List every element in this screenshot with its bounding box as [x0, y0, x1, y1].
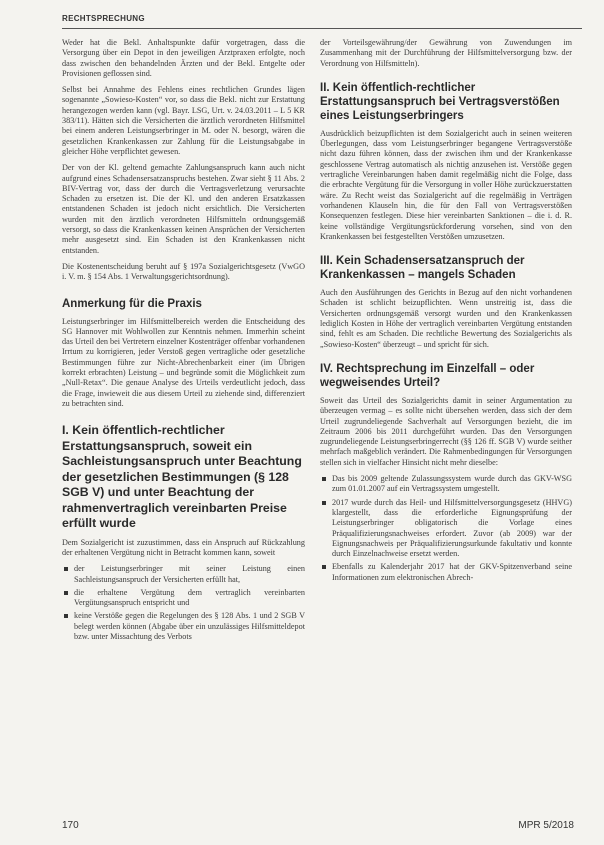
heading-anmerkung: Anmerkung für die Praxis [62, 297, 202, 310]
list-item: Ebenfalls zu Kalenderjahr 2017 hat der GKV-Spitzenverband seine Informationen zum elektronischen Abrech- [320, 562, 572, 583]
list-item: die erhaltene Vergütung dem vertraglich vereinbarten Vergütungsanspruch entspricht und [62, 588, 305, 609]
heading-section-1: I. Kein öffentlich-rechtlicher Erstattungsanspruch, soweit ein Sachleistungsanspruch unter Beachtung der gesetzlichen Bestimmungen (§ 128 SGB V) und unter Beachtung der rahmenvertraglich vereinbarten Preise erfüllt wurde [62, 423, 302, 531]
journal-issue: MPR 5/2018 [518, 820, 574, 831]
paragraph: der Vorteilsgewährung/der Gewährung von Zuwendungen im Zusammenhang mit der Durchführung der Hilfsmittelversorgung bzw. der Verordnung von Hilfsmitteln). [320, 38, 572, 68]
header-rule [62, 28, 582, 29]
paragraph: Auch den Ausführungen des Gerichts in Bezug auf den nicht vorhandenen Schaden ist schlicht beizupflichten. Wenn unstreitig ist, dass die Versicherten ordnungsgemäß versorgt wurden und den Krankenkassen lediglich Kosten in Höhe der vertraglich vereinbarten Vergütung entstanden sind, fehlt es am Schaden. Die rechtliche Bewertung des Sozialgerichts als „Sowieso-Kosten“ überzeugt – und spricht für sich. [320, 288, 572, 349]
heading-section-2: II. Kein öffentlich-rechtlicher Erstattungsanspruch bei Vertragsverstößen eines Leistungserbringers [320, 81, 560, 122]
bullet-list [62, 564, 305, 642]
left-column [62, 38, 305, 648]
heading-section-4: IV. Rechtsprechung im Einzelfall – oder wegweisendes Urteil? [320, 362, 535, 389]
paragraph: Weder hat die Bekl. Anhaltspunkte dafür vorgetragen, dass die Versorgung über ein Depot in den jeweiligen Arztpraxen erfolgte, noch dass zwischen den behandelnden Ärzten und der Bekl. Entgelte oder Provisionen geflossen sind. [62, 38, 305, 78]
list-item: Das bis 2009 geltende Zulassungssystem wurde durch das GKV-WSG zum 01.01.2007 auf ein Vertragssystem umgestellt. [320, 474, 572, 495]
paragraph: Der von der Kl. geltend gemachte Zahlungsanspruch kann auch nicht aufgrund eines Schadensersatzanspruchs bestehen. Zwar sieht § 11 Abs. 2 BIV-Vertrag vor, dass der durch die Vertragsverletzung verursachte Schaden zu ersetzen ist. Die der Kl. und den anderen Ersatzkassen entstandenen Schaden ist jedoch nicht ersichtlich. Die Versicherten wurden mit den ärztlich verordneten Hilfsmitteln ordnungsgemäß versorgt, so dass die Krankenkassen keinen Ansprüchen der Versicherten mehr ausgesetzt sind. Ein Schaden ist den Krankenkassen nicht entstanden. [62, 163, 305, 255]
page-number: 170 [62, 820, 79, 831]
paragraph: Soweit das Urteil des Sozialgerichts damit in seiner Argumentation zu überzeugen vermag – es sollte nicht übersehen werden, dass sich der dem Urteil zugrundeliegende Sachverhalt auf Versorgungen bezieht, die im Zeitraum 2006 bis 2011 durchgeführt wurden. Das den Versorgungen zugrundeliegende Leistungserbringerrecht (§§ 126 ff. SGB V) wurde seither mehrfach maßgeblich verändert. Die Rahmenbedingungen für Versorgungen stellen sich in vielfacher Hinsicht nicht mehr dieselbe: [320, 395, 572, 467]
paragraph: Die Kostenentscheidung beruht auf § 197a Sozialgerichtsgesetz (VwGO i. V. m. § 154 Abs. 1 Verwaltungsgerichtsordnung). [62, 261, 305, 282]
list-item: 2017 wurde durch das Heil- und Hilfsmittelversorgungsgesetz (HHVG) klargestellt, dass die erforderliche Eignungsprüfung der Leistungserbringer obligatorisch die Vorlage eines Präqualifizierungsnachweises erfordert. Zuvor (ab 2009) war der Eignungsnachweis per Präqualifizierungsurkunde fakultativ und konnte durch Einzelnachweise ersetzt werden. [320, 498, 572, 560]
list-item: keine Verstöße gegen die Regelungen des § 128 Abs. 1 und 2 SGB V belegt werden können (Abgabe über ein unzulässiges Hilfsmitteldepot bzw. unter Missachtung des Verbots [62, 611, 305, 642]
bullet-list [320, 474, 572, 583]
paragraph: Dem Sozialgericht ist zuzustimmen, dass ein Anspruch auf Rückzahlung der erhaltenen Vergütung nicht in Betracht kommen kann, soweit [62, 537, 305, 557]
section-header: RECHTSPRECHUNG [62, 14, 145, 23]
heading-section-3: III. Kein Schadensersatzanspruch der Krankenkassen – mangels Schaden [320, 255, 525, 282]
paragraph: Selbst bei Annahme des Fehlens eines rechtlichen Grundes lägen sogenannte „Sowieso-Kosten“ vor, so dass die Bekl. nicht zur Erstattung herangezogen werden kann (vgl. Bayr. LSG, Urt. v. 24.03.2011 – L 5 KR 383/11). Hätten sich die Versicherten die ärztlich verordneten Hilfsmittel bei einem anderen Leistungserbringer in M. oder N. besorgt, wären die gesetzlichen Krankenkassen zur Zahlung für die Leistungsabgabe in gleicher Höhe verpflichtet gewesen. [62, 85, 305, 156]
paragraph: Ausdrücklich beizupflichten ist dem Sozialgericht auch in seinen weiteren Überlegungen, dass vom Leistungserbringer begangene Vertragsverstöße nicht dazu führen können, dass der zwischen ihm und der Krankenkasse geschlossene Vertrag automatisch als nichtig anzusehen ist. Verstöße gegen vertragliche Vereinbarungen haben damit regelmäßig nicht die Folge, dass die erbrachte Vergütung für die Versorgung in voller Höhe zurückzuerstatten wäre. Zu Recht weist das Sozialgericht auf die regelmäßig in Verträgen vorhandenen Klauseln hin, die für den Fall von Vertragsverstößen Konsequenzen festlegen. Diese hier vereinbarten Sanktionen – die i. d. R. keine vollständige Vergütungsrückforderung vorsehen, sind von den Krankenkassen bei festgestellten Verstößen umzusetzen. [320, 128, 572, 241]
list-item: der Leistungserbringer mit seiner Leistung einen Sachleistungsanspruch der Versicherten erfüllt hat, [62, 564, 305, 585]
right-column [320, 38, 572, 589]
paragraph: Leistungserbringer im Hilfsmittelbereich werden die Entscheidung des SG Hannover mit Wohlwollen zur Kenntnis nehmen. Immerhin scheint das Urteil den bei Vertretern einzelner Kostenträger offenbar vorhandenen Irrtum zu korrigieren, jeder Verstoß gegen vertragliche oder gesetzliche Bestimmungen führe zur Nicht-Abrechenbarkeit einer (im Übrigen korrekt erbrachten) Leistung – und begründe somit die Möglichkeit zum „Null-Retax“. Die genaue Analyse des Urteils verdeutlicht jedoch, dass die Frage, inwieweit die aus diesem Urteil zu ziehende sind, differenziert zu betrachten sind. [62, 316, 305, 408]
